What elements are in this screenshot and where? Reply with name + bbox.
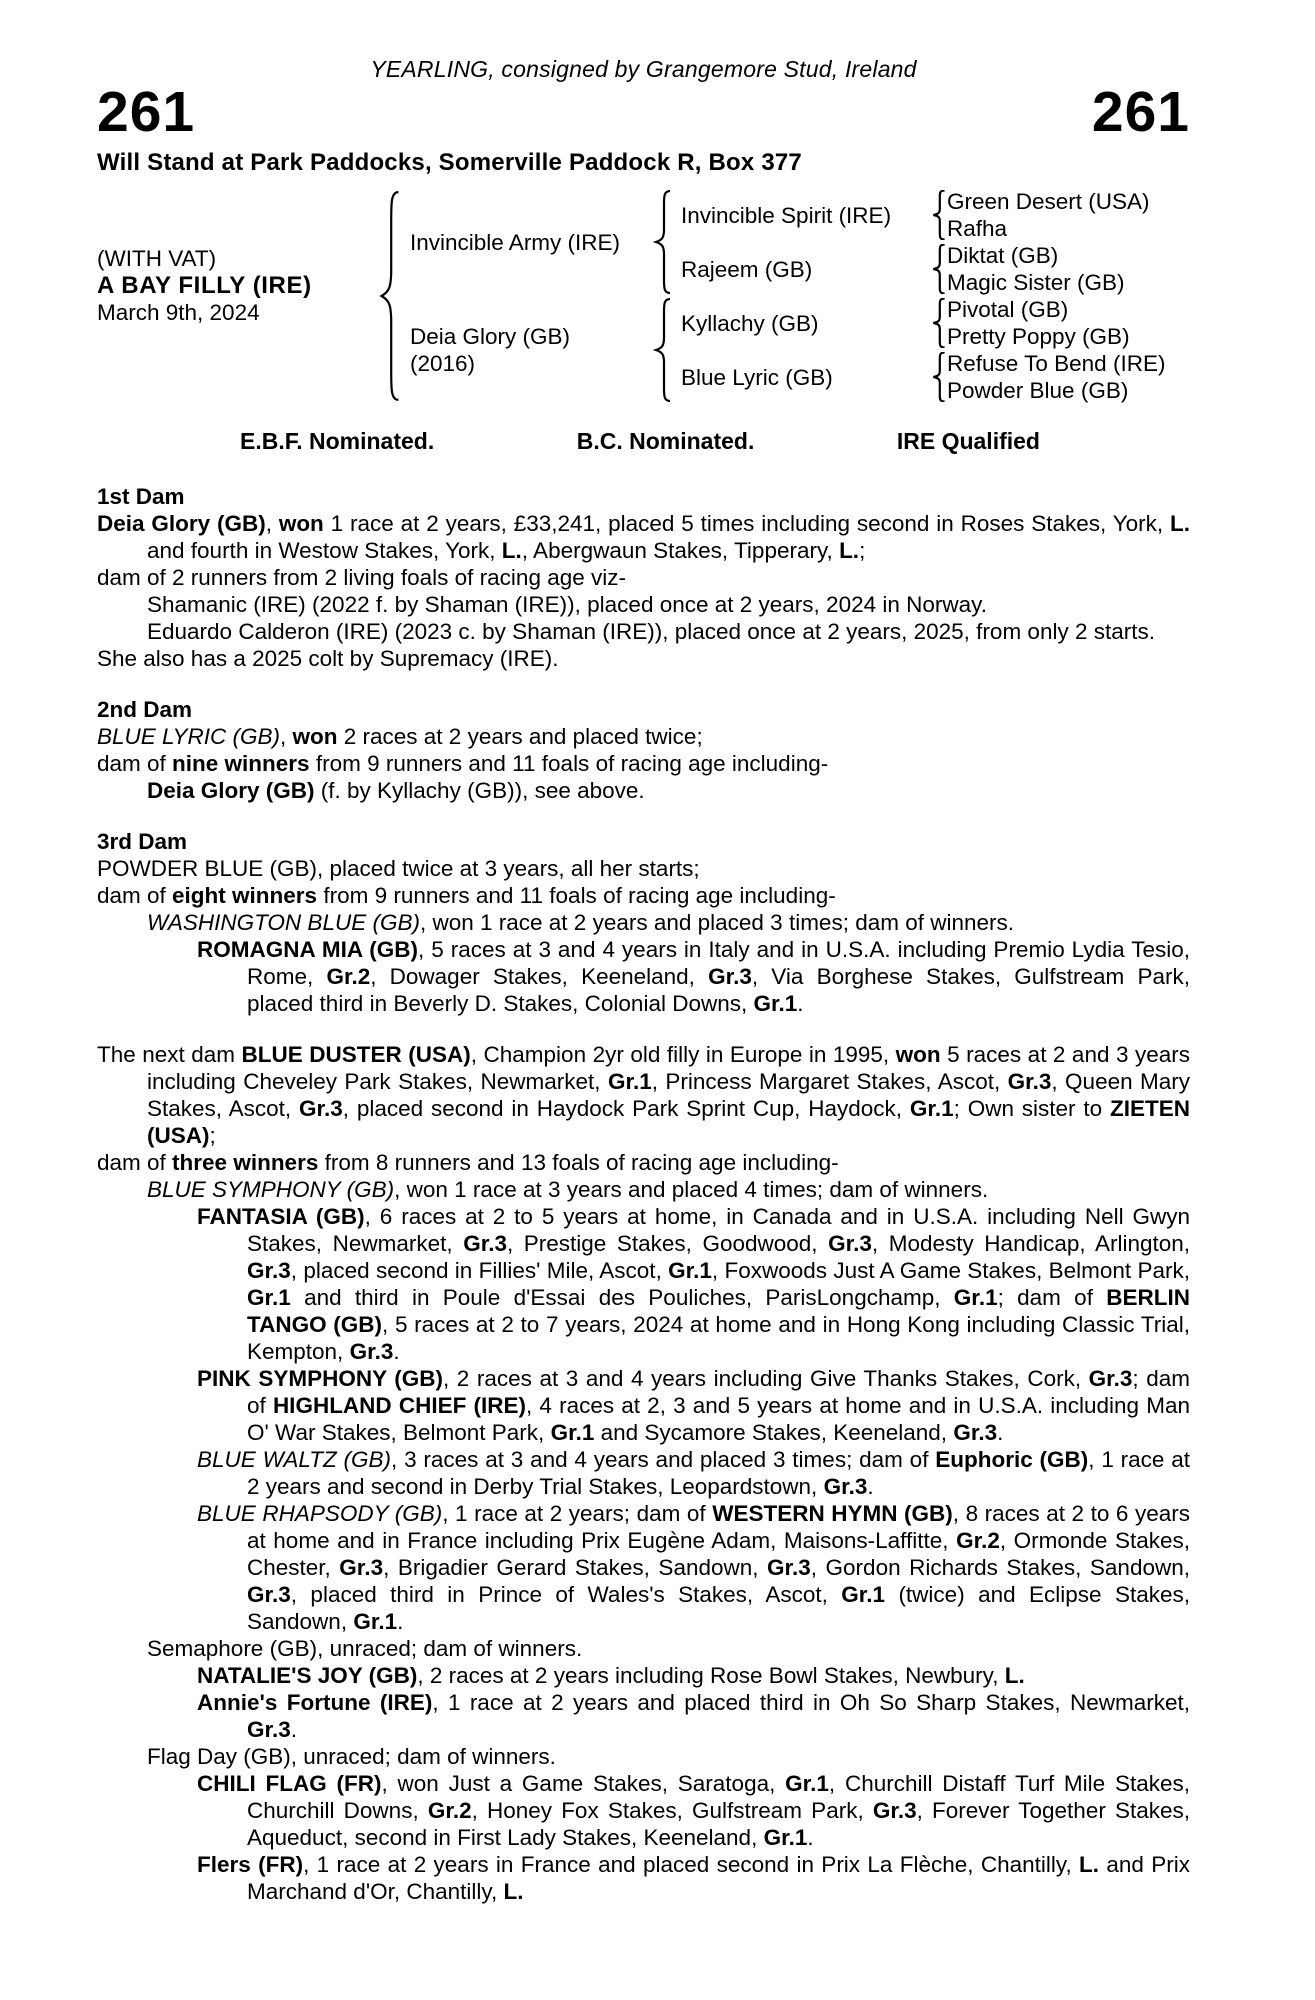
catalogue-paragraph: Annie's Fortune (IRE), 1 race at 2 years and placed third in Oh So Sharp Stakes, Newmarket, Gr.3. — [197, 1690, 1190, 1742]
catalogue-paragraph: Shamanic (IRE) (2022 f. by Shaman (IRE)), placed once at 2 years, 2024 in Norway. — [147, 592, 987, 617]
catalogue-paragraph: BLUE WALTZ (GB), 3 races at 3 and 4 years and placed 3 times; dam of Euphoric (GB), 1 race at 2 years and second in Derby Trial Stakes, Leopardstown, Gr.3. — [197, 1447, 1190, 1499]
lot-number-right: 261 — [1091, 80, 1190, 144]
dam-section — [97, 696, 1190, 804]
catalogue-paragraph: ROMAGNA MIA (GB), 5 races at 3 and 4 years in Italy and in U.S.A. including Premio Lydia Tesio, Rome, Gr.2, Dowager Stakes, Keeneland, Gr.3, Via Borghese Stakes, Gulfstream Park, placed third in Beverly D. Stakes, Colonial Downs, Gr.1. — [197, 937, 1190, 1016]
catalogue-paragraph: Semaphore (GB), unraced; dam of winners. — [147, 1636, 583, 1661]
dam-section — [97, 483, 1190, 672]
pedigree-table — [97, 188, 1190, 404]
pedigree-brace-icon — [931, 296, 947, 350]
pedigree-dam-name: Deia Glory (GB) — [410, 324, 571, 349]
catalogue-paragraph: Flag Day (GB), unraced; dam of winners. — [147, 1744, 556, 1769]
catalogue-paragraph: The next dam BLUE DUSTER (USA), Champion 2yr old filly in Europe in 1995, won 5 races at 2 and 3 years including Cheveley Park Stakes, Newmarket, Gr.1, Princess Margaret Stakes, Ascot, Gr.3, Queen Mary Stakes, Ascot, Gr.3, placed second in Haydock Park Sprint Cup, Haydock, Gr.1; Own sister to ZIETEN (USA); — [97, 1042, 1191, 1148]
ebf-nominated-label: E.B.F. Nominated. — [240, 428, 435, 454]
horse-name: A BAY FILLY (IRE) — [97, 271, 312, 299]
pedigree-dam-dam: Blue Lyric (GB) — [681, 364, 833, 390]
catalogue-paragraph: dam of 2 runners from 2 living foals of racing age viz- — [97, 565, 626, 590]
pedigree-dam-sire-dam: Pretty Poppy (GB) — [947, 324, 1130, 349]
catalogue-paragraph: NATALIE'S JOY (GB), 2 races at 2 years including Rose Bowl Stakes, Newbury, L. — [197, 1663, 1025, 1688]
lot-number-left: 261 — [97, 80, 196, 144]
catalogue-paragraph: PINK SYMPHONY (GB), 2 races at 3 and 4 years including Give Thanks Stakes, Cork, Gr.3; dam of HIGHLAND CHIEF (IRE), 4 races at 2, 3 and 5 years at home and in U.S.A. including Man O' War Stakes, Belmont Park, Gr.1 and Sycamore Stakes, Keeneland, Gr.3. — [197, 1366, 1191, 1445]
horse-info-block — [97, 245, 378, 326]
catalogue-paragraph: dam of nine winners from 9 runners and 11 foals of racing age including- — [97, 751, 829, 776]
dam-section-heading: 1st Dam — [97, 484, 185, 509]
pedigree-brace-icon — [931, 242, 947, 296]
dam-sections — [97, 483, 1190, 1905]
pedigree-brace-icon — [378, 188, 402, 404]
pedigree-brace-icon — [931, 188, 947, 242]
pedigree-sire-sire-sire: Green Desert (USA) — [947, 189, 1150, 214]
pedigree-dam — [402, 323, 653, 377]
catalogue-paragraph: CHILI FLAG (FR), won Just a Game Stakes, Saratoga, Gr.1, Churchill Distaff Turf Mile Stakes, Churchill Downs, Gr.2, Honey Fox Stakes, Gulfstream Park, Gr.3, Forever Together Stakes, Aqueduct, second in First Lady Stakes, Keeneland, Gr.1. — [197, 1771, 1191, 1850]
pedigree-dam-sire: Kyllachy (GB) — [681, 310, 819, 336]
catalogue-paragraph: FANTASIA (GB), 6 races at 2 to 5 years at home, in Canada and in U.S.A. including Nell Gwyn Stakes, Newmarket, Gr.3, Prestige Stakes, Goodwood, Gr.3, Modesty Handicap, Arlington, Gr.3, placed second in Fillies' Mile, Ascot, Gr.1, Foxwoods Just A Game Stakes, Belmont Park, Gr.1 and third in Poule d'Essai des Pouliches, ParisLongchamp, Gr.1; dam of BERLIN TANGO (GB), 5 races at 2 to 7 years, 2024 at home and in Hong Kong including Classic Trial, Kempton, Gr.3. — [197, 1204, 1191, 1364]
consignor-line: YEARLING, consigned by Grangemore Stud, Ireland — [370, 56, 917, 82]
catalogue-paragraph: Deia Glory (GB) (f. by Kyllachy (GB)), see above. — [147, 778, 645, 803]
pedigree-dam-sire-sire: Pivotal (GB) — [947, 297, 1069, 322]
catalogue-paragraph: Deia Glory (GB), won 1 race at 2 years, £33,241, placed 5 times including second in Roses Stakes, York, L. and fourth in Westow Stakes, York, L., Abergwaun Stakes, Tipperary, L.; — [97, 511, 1190, 563]
pedigree-sire-dam-dam: Magic Sister (GB) — [947, 270, 1125, 295]
catalogue-paragraph: She also has a 2025 colt by Supremacy (IRE). — [97, 646, 559, 671]
catalogue-paragraph: BLUE RHAPSODY (GB), 1 race at 2 years; dam of WESTERN HYMN (GB), 8 races at 2 to 6 years at home and in France including Prix Eugène Adam, Maisons-Laffitte, Gr.2, Ormonde Stakes, Chester, Gr.3, Brigadier Gerard Stakes, Sandown, Gr.3, Gordon Richards Stakes, Sandown, Gr.3, placed third in Prince of Wales's Stakes, Ascot, Gr.1 (twice) and Eclipse Stakes, Sandown, Gr.1. — [197, 1501, 1190, 1634]
pedigree-sire: Invincible Army (IRE) — [410, 229, 621, 255]
catalogue-paragraph: dam of three winners from 8 runners and 13 foals of racing age including- — [97, 1150, 839, 1175]
catalogue-paragraph: BLUE LYRIC (GB), won 2 races at 2 years and placed twice; — [97, 724, 703, 749]
pedigree-brace-icon — [653, 296, 673, 404]
pedigree-dam-dam-dam: Powder Blue (GB) — [947, 378, 1129, 403]
catalogue-paragraph: Eduardo Calderon (IRE) (2023 c. by Shaman (IRE)), placed once at 2 years, 2025, from only 2 starts. — [147, 619, 1155, 644]
pedigree-sire-dam-sire: Diktat (GB) — [947, 243, 1059, 268]
pedigree-brace-icon — [653, 188, 673, 296]
bc-nominated-label: B.C. Nominated. — [576, 428, 755, 454]
dam-section-heading: 2nd Dam — [97, 697, 193, 722]
catalogue-paragraph: dam of eight winners from 9 runners and 11 foals of racing age including- — [97, 883, 836, 908]
nominations-row — [97, 428, 1190, 455]
stand-location-line: Will Stand at Park Paddocks, Somerville Paddock R, Box 377 — [97, 149, 802, 176]
ire-qualified-label: IRE Qualified — [896, 428, 1040, 454]
catalogue-paragraph: WASHINGTON BLUE (GB), won 1 race at 2 years and placed 3 times; dam of winners. — [147, 910, 1015, 935]
pedigree-dam-dam-sire: Refuse To Bend (IRE) — [947, 351, 1166, 376]
dam-section — [97, 828, 1190, 1017]
dam-section-heading: 3rd Dam — [97, 829, 188, 854]
pedigree-dam-year: (2016) — [410, 351, 476, 376]
pedigree-sire-dam: Rajeem (GB) — [681, 256, 813, 282]
lot-number-row — [97, 80, 1190, 145]
vat-note: (WITH VAT) — [97, 245, 217, 271]
pedigree-sire-sire: Invincible Spirit (IRE) — [681, 202, 892, 228]
pedigree-sire-sire-dam: Rafha — [947, 216, 1008, 241]
catalogue-paragraph: Flers (FR), 1 race at 2 years in France and placed second in Prix La Flèche, Chantilly, L. and Prix Marchand d'Or, Chantilly, L. — [197, 1852, 1190, 1904]
foal-date: March 9th, 2024 — [97, 299, 260, 325]
dam-section — [97, 1041, 1190, 1905]
catalogue-paragraph: BLUE SYMPHONY (GB), won 1 race at 3 years and placed 4 times; dam of winners. — [147, 1177, 989, 1202]
catalogue-paragraph: POWDER BLUE (GB), placed twice at 3 years, all her starts; — [97, 856, 700, 881]
pedigree-brace-icon — [931, 350, 947, 404]
